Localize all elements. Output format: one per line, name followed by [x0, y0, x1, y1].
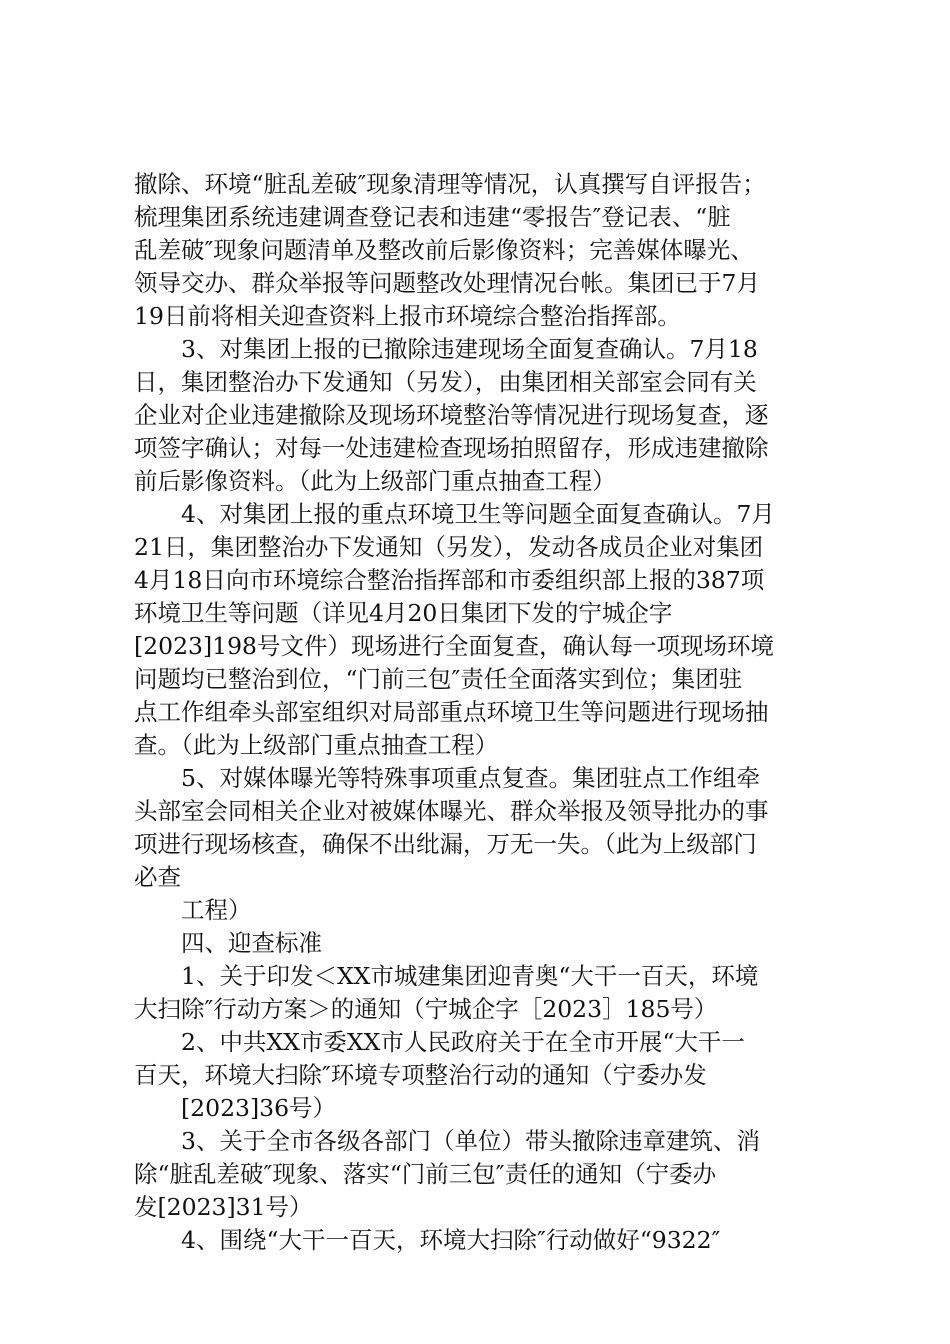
- paragraph-5-start: 5、对媒体曝光等特殊事项重点复查。集团驻点工作组牵: [181, 764, 760, 792]
- paragraph-4-start: 4、对集团上报的重点环境卫生等问题全面复查确认。7月: [181, 500, 775, 528]
- text-line: 梳理集团系统违建调查登记表和违建“零报告″登记表、“脏: [134, 203, 731, 231]
- standard-item-4-start: 4、围绕“大干一百天，环境大扫除″行动做好“9322″: [181, 1226, 721, 1254]
- text-line: 4月18日向市环境综合整治指挥部和市委组织部上报的387项: [134, 566, 765, 594]
- text-line: 项进行现场核查，确保不出纰漏，万无一失。（此为上级部门: [134, 830, 757, 858]
- text-line: 企业对企业违建撤除及现场环境整治等情况进行现场复查，逐: [134, 401, 769, 429]
- text-line: 百天，环境大扫除″环境专项整治行动的通知（宁委办发: [134, 1061, 707, 1089]
- text-line: 工程）: [181, 896, 252, 924]
- text-line: 问题均已整治到位，“门前三包″责任全面落实到位；集团驻: [134, 665, 743, 693]
- text-line: 环境卫生等问题（详见4月20日集团下发的宁城企字: [134, 599, 673, 627]
- text-line: 项签字确认；对每一处违建检查现场拍照留存，形成违建撤除: [134, 434, 769, 462]
- document-body: [134, 168, 824, 1257]
- text-line: 前后影像资料。（此为上级部门重点抽查工程）: [134, 467, 616, 495]
- standard-item-2-start: 2、中共XX市委XX市人民政府关于在全市开展“大干一: [181, 1028, 745, 1056]
- text-line: 必查: [134, 863, 181, 891]
- text-line: 撤除、环境“脏乱差破″现象清理等情况，认真撰写自评报告；: [134, 170, 766, 198]
- standard-item-1-start: 1、关于印发＜XX市城建集团迎青奥“大干一百天，环境: [181, 962, 759, 990]
- text-line: 点工作组牵头部室组织对局部重点环境卫生等问题进行现场抽: [134, 698, 769, 726]
- text-line: 查。（此为上级部门重点抽查工程）: [134, 731, 499, 759]
- text-line: 除“脏乱差破″现象、落实“门前三包″责任的通知（宁委办: [134, 1160, 717, 1188]
- text-line: 头部室会同相关企业对被媒体曝光、群众举报及领导批办的事: [134, 797, 769, 825]
- text-line: 领导交办、群众举报等问题整改处理情况台帐。集团已于7月: [134, 269, 760, 297]
- text-line: [2023]198号文件）现场进行全面复查，确认每一项现场环境: [134, 632, 774, 660]
- paragraph-3-start: 3、对集团上报的已撤除违建现场全面复查确认。7月18: [181, 335, 758, 363]
- text-line: 日，集团整治办下发通知（另发），由集团相关部室会同有关: [134, 368, 757, 396]
- text-line: 大扫除″行动方案＞的通知（宁城企字［2023］185号）: [134, 995, 718, 1023]
- standard-item-3-start: 3、关于全市各级各部门（单位）带头撤除违章建筑、消: [181, 1127, 760, 1155]
- text-line: [2023]36号）: [181, 1094, 337, 1122]
- text-line: 21日，集团整治办下发通知（另发），发动各成员企业对集团: [134, 533, 764, 561]
- section-heading: 四、迎查标准: [181, 929, 322, 957]
- text-line: 发[2023]31号）: [134, 1193, 313, 1221]
- text-line: 19日前将相关迎查资料上报市环境综合整治指挥部。: [134, 302, 681, 330]
- text-line: 乱差破″现象问题清单及整改前后影像资料；完善媒体曝光、: [134, 236, 754, 264]
